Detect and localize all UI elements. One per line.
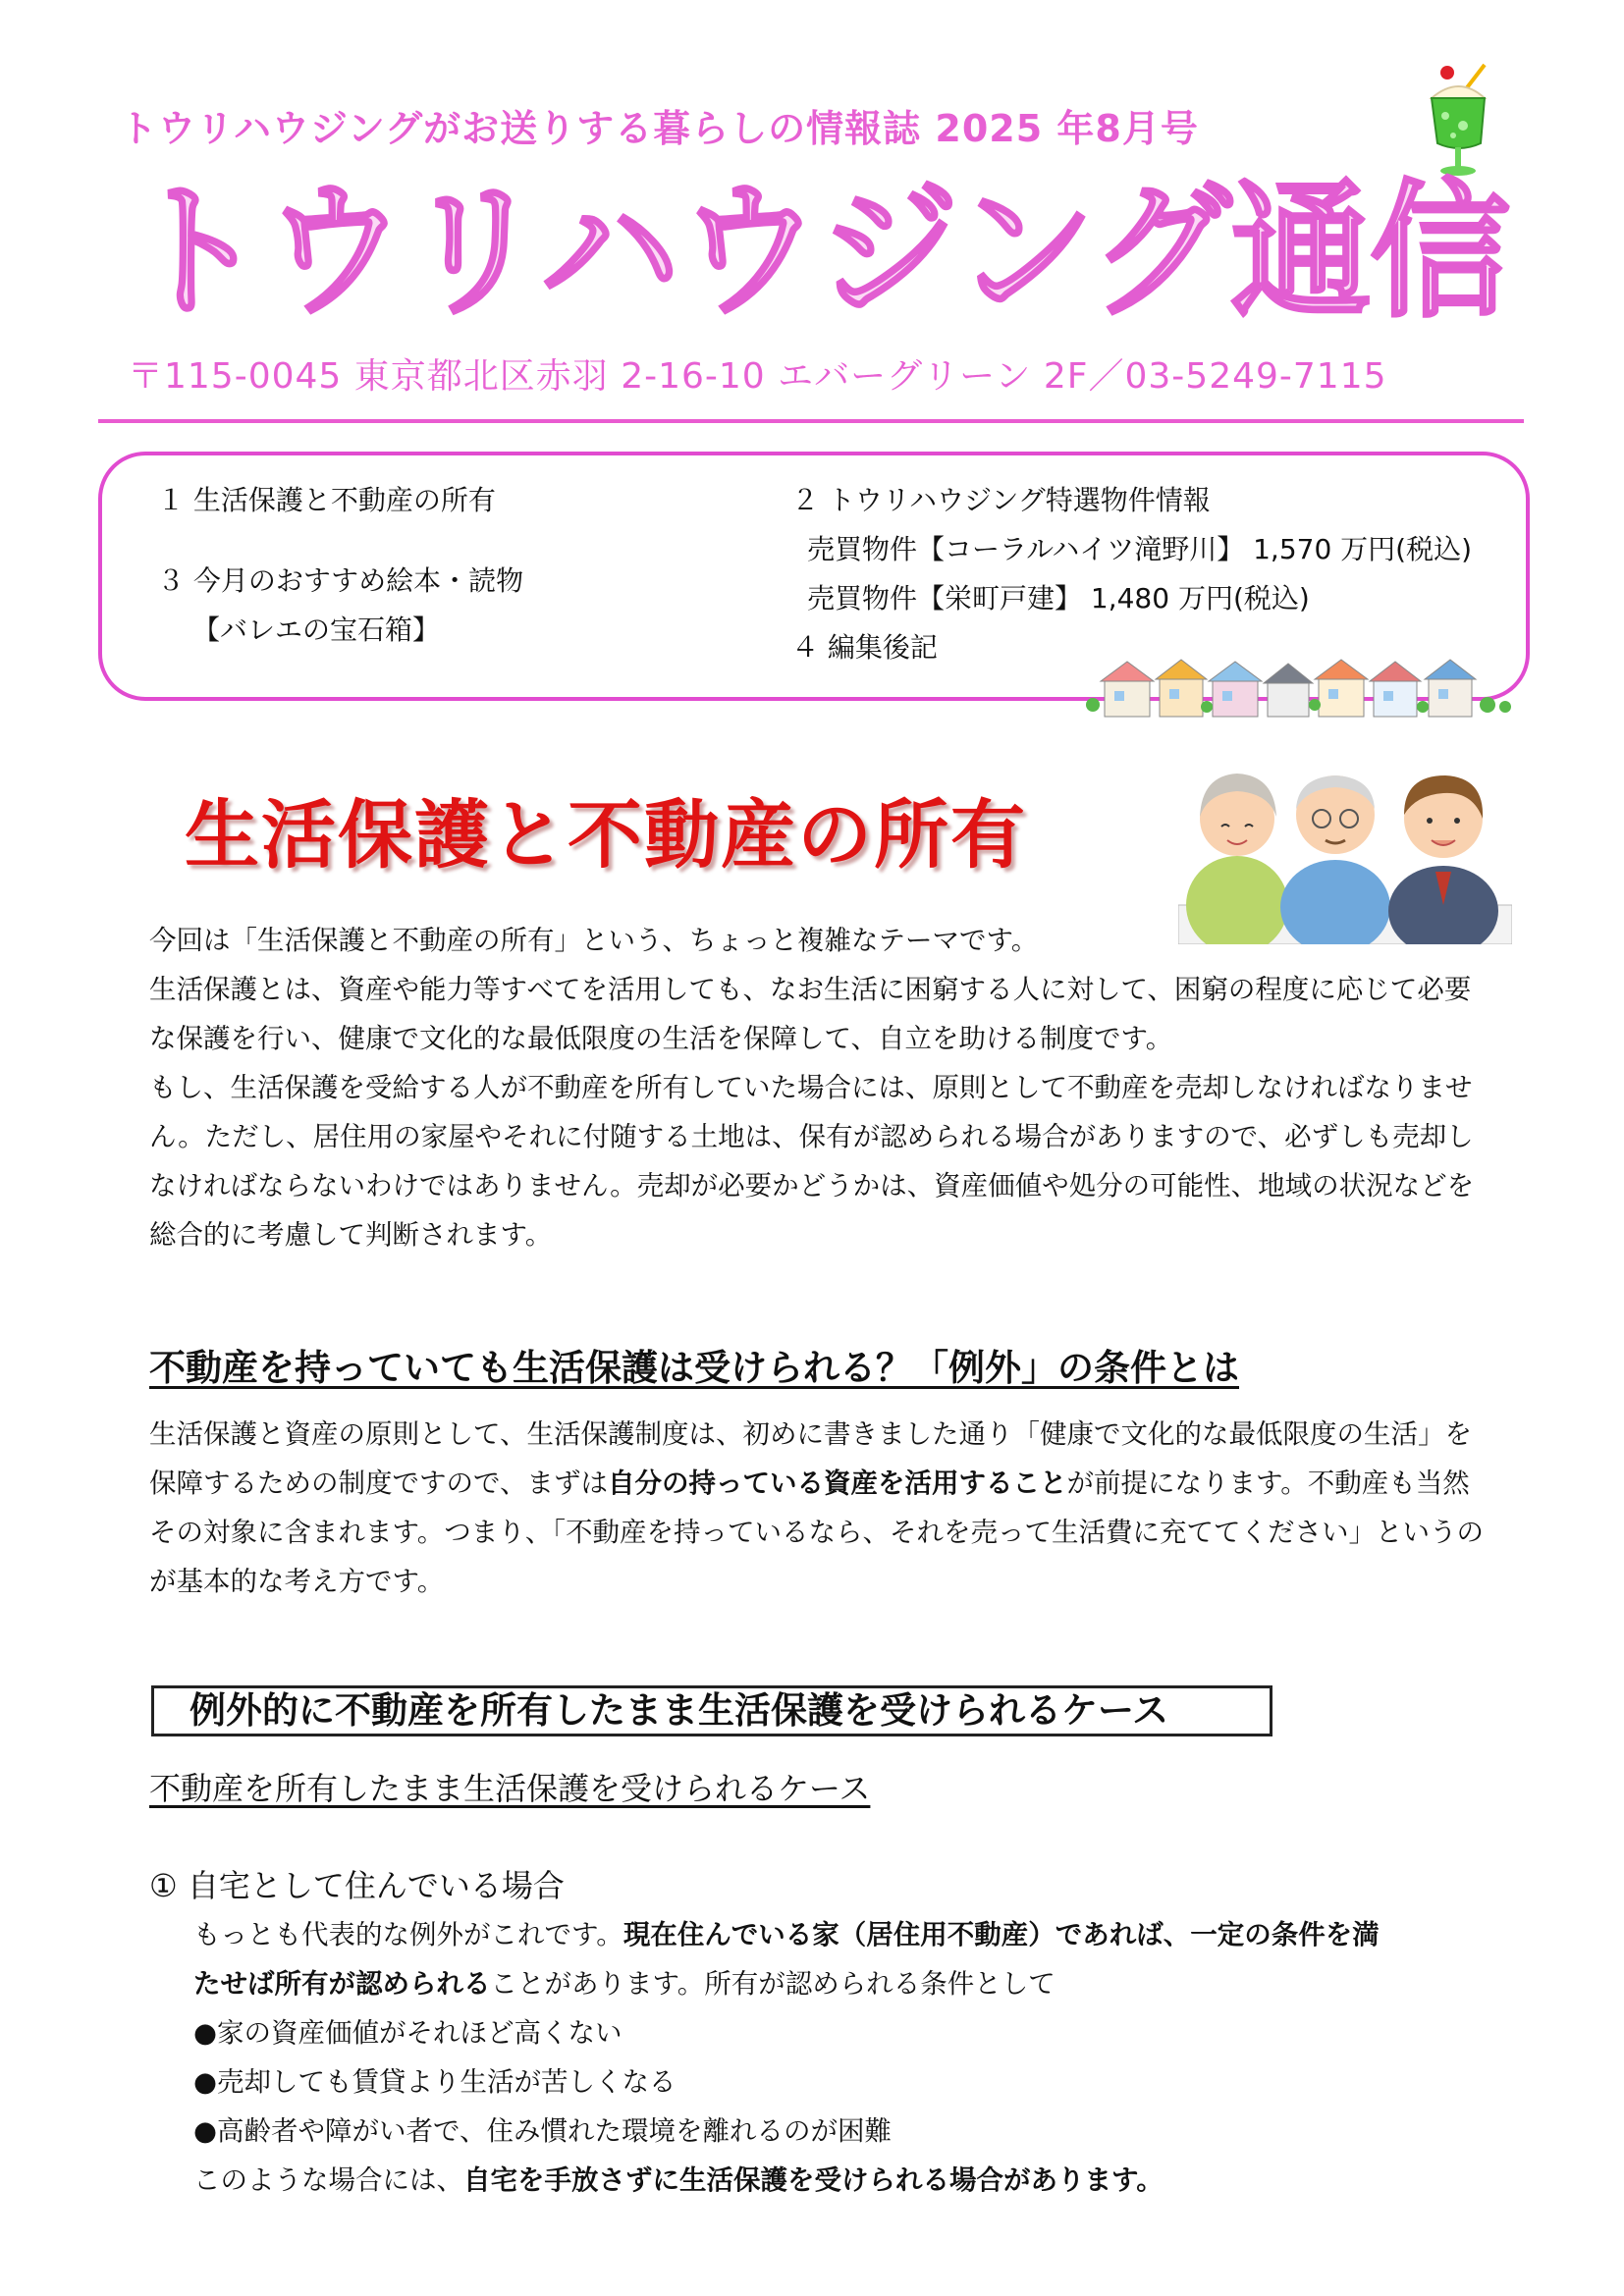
toc-item-3: ３ 今月のおすすめ絵本・読物 xyxy=(157,564,524,597)
case-1-line2-plain: ことがあります。所有が認められる条件として xyxy=(490,1968,1056,2000)
case-1-last-bold: 自宅を手放さずに生活保護を受けられる場合があります。 xyxy=(463,2164,1164,2196)
toc-item-2: ２ トウリハウジング特選物件情報 xyxy=(791,484,1211,516)
intro-paragraph-2: 生活保護とは、資産や能力等すべてを活用しても、なお生活に困窮する人に対して、困窮の程度に応じて必要な保護を行い、健康で文化的な最低限度の生活を保障して、自立を助ける制度です。 xyxy=(149,974,1472,1054)
newsletter-subtitle: トウリハウジングがお送りする暮らしの情報誌 2025 年8月号 xyxy=(120,107,1199,150)
underlined-heading: 不動産を所有したまま生活保護を受けられるケース xyxy=(149,1770,871,1807)
subheading-exception-conditions: 不動産を持っていても生活保護は受けられる？「例外」の条件とは xyxy=(149,1347,1239,1389)
intro-paragraph-1: 今回は「生活保護と不動産の所有」という、ちょっと複雑なテーマです。 xyxy=(149,925,1039,956)
principle-text-before: 生活保護と資産の原則として、生活保護制度は、初めに書きました通り「健康で文化的な最低限度の生活」を保障するための制度ですので、まずは xyxy=(149,1418,1472,1499)
header-divider xyxy=(98,419,1524,423)
case-1-bullet-1: ●家の資産価値がそれほど高くない xyxy=(193,2017,623,2049)
toc-item-3-sub: 【バレエの宝石箱】 xyxy=(192,614,441,646)
toc-item-2-property-1: 売買物件【コーラルハイツ滝野川】 1,570 万円(税込) xyxy=(807,533,1473,565)
case-1-heading: ① 自宅として住んでいる場合 xyxy=(149,1867,565,1904)
intro-paragraph-3: もし、生活保護を受給する人が不動産を所有していた場合には、原則として不動産を売却しなければなりません。ただし、居住用の家屋やそれに付随する土地は、保有が認められる場合がありますので、必ずしも売却しなければならないわけではありません。売却が必要かどうかは、資産価値や処分の可能性、地域の状況などを総合的に考慮して判断されます。 xyxy=(149,1072,1475,1251)
principle-paragraph xyxy=(149,1410,1494,1606)
houses-illustration xyxy=(1085,656,1517,721)
toc-item-4: ４ 編集後記 xyxy=(791,631,938,664)
case-1-line1-bold: 現在住んでいる家（居住用不動産）であれば、一定の条件を満 xyxy=(623,1919,1380,1950)
case-1-line1-plain: もっとも代表的な例外がこれです。 xyxy=(193,1919,623,1950)
boxed-heading: 例外的に不動産を所有したまま生活保護を受けられるケース xyxy=(151,1685,1272,1736)
cream-soda-icon xyxy=(1424,61,1492,179)
masthead-title-text: トウリハウジング通信 xyxy=(126,167,1510,332)
intro-text xyxy=(149,916,1494,1259)
case-1-line2-bold: たせば所有が認められる xyxy=(193,1968,491,2000)
company-address: 〒115-0045 東京都北区赤羽 2-16-10 エバーグリーン 2F／03-5249-7115 xyxy=(128,356,1387,397)
toc-item-1: １ 生活保護と不動産の所有 xyxy=(157,484,496,516)
case-1-last-plain: このような場合には、 xyxy=(193,2164,463,2196)
case-1-body xyxy=(193,1910,1509,2205)
principle-text-bold: 自分の持っている資産を活用すること xyxy=(607,1468,1067,1499)
case-1-bullet-2: ●売却しても賃貸より生活が苦しくなる xyxy=(193,2066,677,2098)
toc-item-2-property-2: 売買物件【栄町戸建】 1,480 万円(税込) xyxy=(807,582,1310,614)
principle-text-after: が前提になります。不動産も当然その対象に含まれます。つまり、「不動産を持っているなら、それを売って生活費に充ててください」というのが基本的な考え方です。 xyxy=(149,1468,1485,1597)
section-title: 生活保護と不動産の所有 xyxy=(185,791,1027,879)
masthead-title xyxy=(126,165,1520,332)
case-1-bullet-3: ●高齢者や障がい者で、住み慣れた環境を離れるのが困難 xyxy=(193,2115,892,2147)
